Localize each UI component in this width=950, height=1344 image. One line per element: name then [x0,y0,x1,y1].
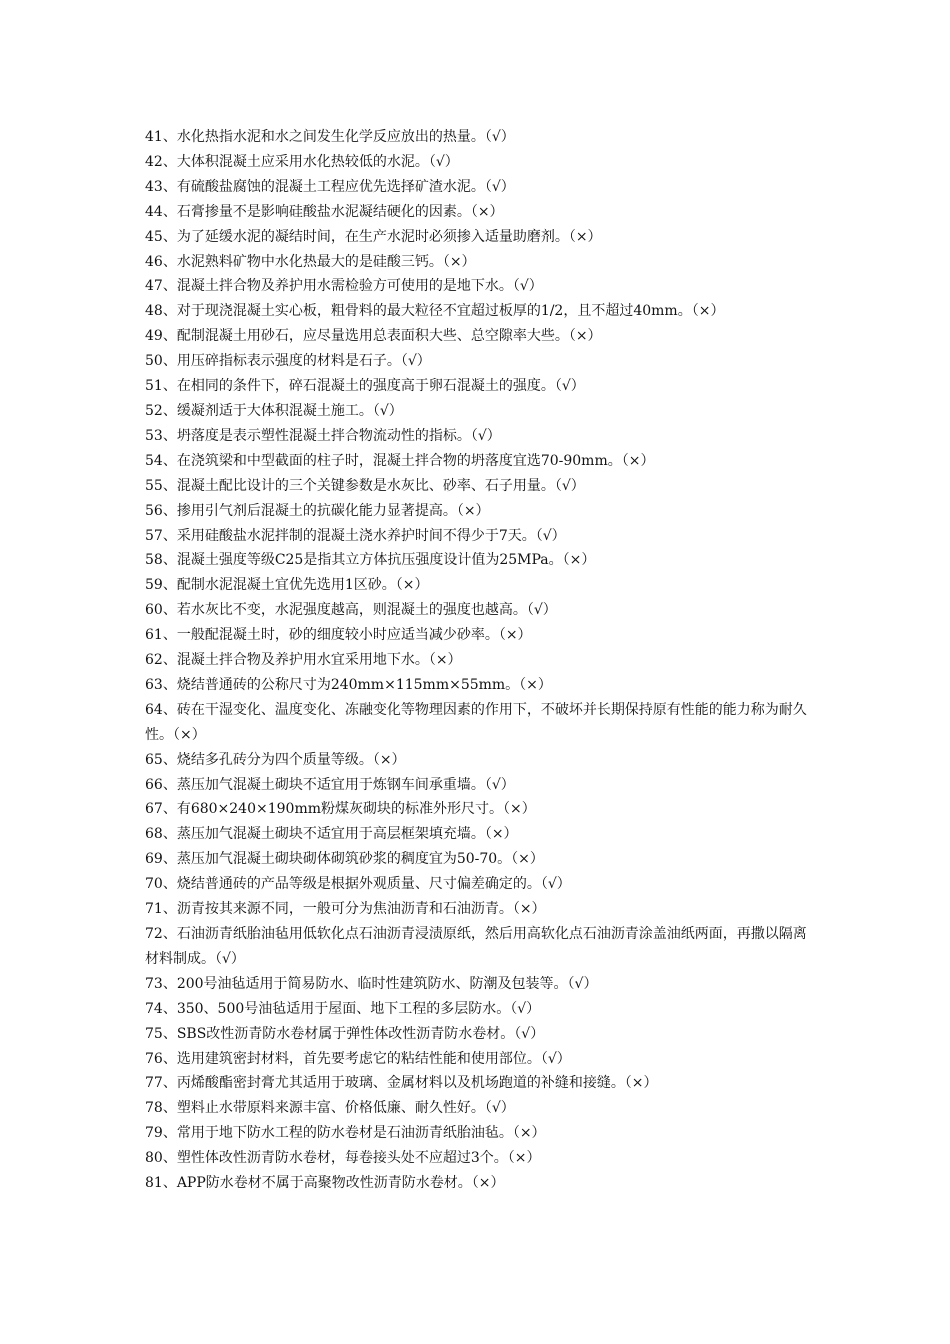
list-item: 67、有680×240×190mm粉煤灰砌块的标准外形尺寸。（×） [145,801,536,818]
list-item: 62、混凝土拌合物及养护用水宜采用地下水。（×） [145,652,462,669]
list-item: 59、配制水泥混凝土宜优先选用1区砂。（×） [145,577,429,594]
list-item: 81、APP防水卷材不属于高聚物改性沥青防水卷材。（×） [145,1175,505,1192]
list-item: 41、水化热指水泥和水之间发生化学反应放出的热量。（√） [145,129,515,145]
list-item: 53、坍落度是表示塑性混凝土拌合物流动性的指标。（√） [145,427,501,444]
list-item: 57、采用硅酸盐水泥拌制的混凝土浇水养护时间不得少于7天。（√） [145,527,566,544]
list-item: 80、塑性体改性沥青防水卷材，每卷接头处不应超过3个。（×） [145,1150,541,1167]
list-item: 47、混凝土拌合物及养护用水需检验方可使用的是地下水。（√） [145,278,543,295]
list-item: 78、塑料止水带原料来源丰富、价格低廉、耐久性好。（√） [145,1100,515,1117]
list-item: 71、沥青按其来源不同，一般可分为焦油沥青和石油沥青。（×） [145,901,546,918]
list-item: 72、石油沥青纸胎油毡用低软化点石油沥青浸渍原纸，然后用高软化点石油沥青涂盖油纸两面，再撒以隔离材料制成。（√） [145,926,807,967]
list-item: 46、水泥熟料矿物中水化热最大的是硅酸三钙。（×） [145,253,476,270]
list-item: 44、石膏掺量不是影响硅酸盐水泥凝结硬化的因素。（×） [145,203,504,220]
list-item: 63、烧结普通砖的公称尺寸为240mm×115mm×55mm。（×） [145,676,552,693]
list-item: 73、200号油毡适用于简易防水、临时性建筑防水、防潮及包装等。（√） [145,975,598,992]
list-item: 55、混凝土配比设计的三个关键参数是水灰比、砂率、石子用量。（√） [145,477,585,494]
list-item: 77、丙烯酸酯密封膏尤其适用于玻璃、金属材料以及机场跑道的补缝和接缝。（×） [145,1075,658,1092]
list-item: 76、选用建筑密封材料，首先要考虑它的粘结性能和使用部位。（√） [145,1050,571,1067]
list-item: 65、烧结多孔砖分为四个质量等级。（×） [145,751,406,768]
list-item: 48、对于现浇混凝土实心板，粗骨料的最大粒径不宜超过板厚的1/2，且不超过40mm。（×） [145,303,725,320]
list-item: 66、蒸压加气混凝土砌块不适宜用于炼钢车间承重墙。（√） [145,776,515,793]
list-item: 64、砖在干湿变化、温度变化、冻融变化等物理因素的作用下，不破坏并长期保持原有性能的能力称为耐久性。（×） [145,701,807,743]
list-item: 56、掺用引气剂后混凝土的抗碳化能力显著提高。（×） [145,502,490,519]
list-item: 52、缓凝剂适于大体积混凝土施工。（√） [145,402,403,419]
list-item: 43、有硫酸盐腐蚀的混凝土工程应优先选择矿渣水泥。（√） [145,178,515,195]
list-item: 51、在相同的条件下，碎石混凝土的强度高于卵石混凝土的强度。（√） [145,378,585,395]
list-item: 79、常用于地下防水工程的防水卷材是石油沥青纸胎油毡。（×） [145,1125,546,1142]
list-item: 45、为了延缓水泥的凝结时间，在生产水泥时必须掺入适量助磨剂。（×） [145,228,602,245]
question-list [145,125,813,1196]
list-item: 50、用压碎指标表示强度的材料是石子。（√） [145,353,431,370]
list-item: 60、若水灰比不变，水泥强度越高，则混凝土的强度也越高。（√） [145,602,557,619]
list-item: 42、大体积混凝土应采用水化热较低的水泥。（√） [145,153,459,170]
list-item: 69、蒸压加气混凝土砌块砌体砌筑砂浆的稠度宜为50-70。（×） [145,851,544,868]
list-item: 54、在浇筑梁和中型截面的柱子时，混凝土拌合物的坍落度宜选70-90mm。（×） [145,452,655,469]
list-item: 58、混凝土强度等级C25是指其立方体抗压强度设计值为25MPa。（×） [145,552,596,569]
list-item: 68、蒸压加气混凝土砌块不适宜用于高层框架填充墙。（×） [145,826,518,843]
list-item: 49、配制混凝土用砂石，应尽量选用总表面积大些、总空隙率大些。（×） [145,328,602,345]
list-item: 61、一般配混凝土时，砂的细度较小时应适当减少砂率。（×） [145,627,532,644]
list-item: 74、350、500号油毡适用于屋面、地下工程的多层防水。（√） [145,1000,541,1017]
list-item: 75、SBS改性沥青防水卷材属于弹性体改性沥青防水卷材。（√） [145,1025,545,1042]
list-item: 70、烧结普通砖的产品等级是根据外观质量、尺寸偏差确定的。（√） [145,876,571,893]
